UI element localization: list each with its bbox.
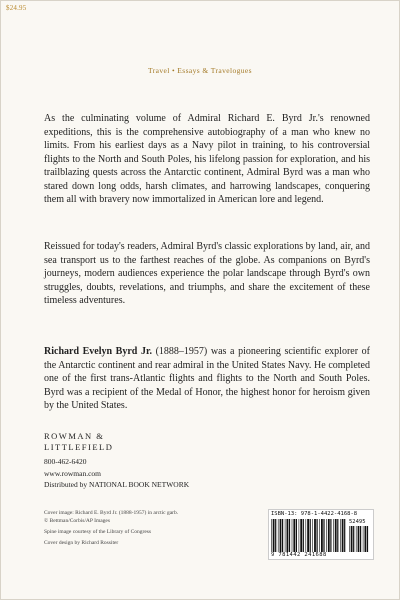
publisher-phone: 800-462-6420 (44, 457, 87, 466)
image-credits (44, 509, 178, 547)
description-paragraph-1: As the culminating volume of Admiral Richard E. Byrd Jr.'s renowned expeditions, this is the comprehensive autobiography of a man who knew no limits. From his earliest days as a Navy pilot in training, to his controversial flights to the North and South Poles, his lifelong passion for exploration, and his trailblazing quests across the Antarctic continent, Admiral Byrd was a man who stared down long odds, harsh climates, and harrowing landscapes, conquering them all with bravery now immortalized in American lore and legend. (44, 113, 370, 205)
publisher-website: www.rowman.com (44, 468, 102, 478)
barcode-bars (271, 519, 347, 552)
spine-image-credit: Spine image courtesy of the Library of Congress (44, 529, 152, 535)
description-paragraph-2: Reissued for today's readers, Admiral Byrd's classic explorations by land, air, and sea transport us to the farthest reaches of the globe. As companions on Byrd's journeys, modern audiences experience the polar landscape through Byrd's own struggles, doubts, revelations, and triumphs, and share the excitement of these timeless adventures. (44, 241, 370, 306)
barcode-extension-number: 52495 (349, 519, 366, 525)
cover-design-credit: Cover design by Richard Rossiter (44, 540, 119, 546)
publisher-block (44, 431, 189, 491)
publisher-logo-line-2: LITTLEFIELD (44, 442, 114, 452)
isbn-label: ISBN-13: 978-1-4422-4168-8 (271, 511, 358, 517)
category-label: Travel • Essays & Travelogues (148, 66, 252, 75)
publisher-logo-line-1: ROWMAN & (44, 431, 105, 441)
distributor-label: Distributed by NATIONAL BOOK NETWORK (44, 480, 190, 489)
cover-image-credit: Cover image: Richard E. Byrd Jr. (1888-1957) in arctic garb. (44, 510, 179, 516)
price-label: $24.95 (6, 4, 27, 12)
isbn-barcode (268, 509, 374, 560)
author-name: Richard Evelyn Byrd Jr. (44, 346, 152, 357)
barcode-digits: 9 781442 241688 (271, 552, 327, 558)
barcode-extension-bars (349, 526, 369, 552)
publisher-logo (44, 431, 189, 453)
copyright-credit: © Bettman/Corbis/AP Images (44, 518, 110, 524)
author-bio-text: (1888–1957) was a pioneering scientific explorer of the Antarctic continent and rear admiral in the United States Navy. He completed one of the first trans-Atlantic flights and flights to the North and South Poles. Byrd was a recipient of the Medal of Honor, the highest honor for heroism given by the United States. (44, 346, 370, 411)
author-bio-paragraph (44, 345, 370, 413)
